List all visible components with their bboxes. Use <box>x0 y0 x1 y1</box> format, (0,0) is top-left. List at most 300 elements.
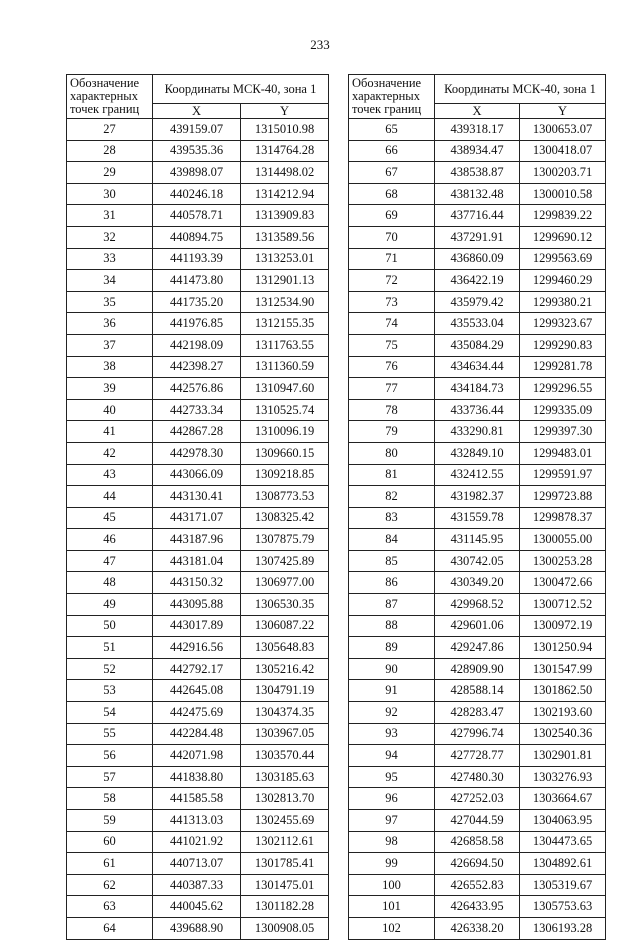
table-row <box>349 658 606 680</box>
table-row <box>67 745 329 767</box>
y-coordinate-cell: 1300418.07 <box>520 140 606 162</box>
point-number-cell: 42 <box>67 442 153 464</box>
x-coordinate-cell: 435084.29 <box>435 334 520 356</box>
y-coordinate-cell: 1300653.07 <box>520 119 606 141</box>
x-coordinate-cell: 429601.06 <box>435 615 520 637</box>
x-coordinate-cell: 435533.04 <box>435 313 520 335</box>
y-coordinate-cell: 1314764.28 <box>241 140 329 162</box>
x-coordinate-cell: 438132.48 <box>435 183 520 205</box>
table-row <box>67 766 329 788</box>
x-coordinate-cell: 426694.50 <box>435 853 520 875</box>
y-coordinate-cell: 1310525.74 <box>241 399 329 421</box>
point-number-cell: 32 <box>67 226 153 248</box>
table-row <box>67 810 329 832</box>
point-number-cell: 54 <box>67 702 153 724</box>
point-number-cell: 53 <box>67 680 153 702</box>
table-row <box>67 162 329 184</box>
y-coordinate-cell: 1307875.79 <box>241 529 329 551</box>
y-coordinate-cell: 1299335.09 <box>520 399 606 421</box>
point-number-cell: 91 <box>349 680 435 702</box>
x-coordinate-cell: 433290.81 <box>435 421 520 443</box>
point-number-cell: 86 <box>349 572 435 594</box>
y-coordinate-cell: 1304473.65 <box>520 831 606 853</box>
y-coordinate-cell: 1299690.12 <box>520 226 606 248</box>
point-number-cell: 70 <box>349 226 435 248</box>
table-row <box>67 140 329 162</box>
y-coordinate-cell: 1299290.83 <box>520 334 606 356</box>
table-row <box>349 313 606 335</box>
table-row <box>349 334 606 356</box>
table-row <box>67 788 329 810</box>
table-row <box>67 270 329 292</box>
table-row <box>67 356 329 378</box>
point-number-cell: 56 <box>67 745 153 767</box>
coordinates-header: Координаты МСК-40, зона 1 <box>153 75 329 104</box>
y-coordinate-cell: 1308325.42 <box>241 507 329 529</box>
point-number-cell: 47 <box>67 550 153 572</box>
point-number-cell: 29 <box>67 162 153 184</box>
point-number-cell: 74 <box>349 313 435 335</box>
point-number-cell: 76 <box>349 356 435 378</box>
table-row <box>349 788 606 810</box>
y-coordinate-cell: 1302193.60 <box>520 702 606 724</box>
table-row <box>349 529 606 551</box>
y-coordinate-cell: 1300472.66 <box>520 572 606 594</box>
table-row <box>349 831 606 853</box>
point-number-cell: 58 <box>67 788 153 810</box>
header-line: точек границ <box>70 102 140 116</box>
point-number-cell: 95 <box>349 766 435 788</box>
table-row <box>349 378 606 400</box>
y-coordinate-cell: 1310096.19 <box>241 421 329 443</box>
table-row <box>349 270 606 292</box>
table-row <box>349 572 606 594</box>
table-row <box>67 658 329 680</box>
y-coordinate-cell: 1300712.52 <box>520 594 606 616</box>
y-coordinate-cell: 1302901.81 <box>520 745 606 767</box>
y-coordinate-cell: 1299296.55 <box>520 378 606 400</box>
y-coordinate-cell: 1310947.60 <box>241 378 329 400</box>
x-coordinate-cell: 442916.56 <box>153 637 241 659</box>
point-number-cell: 72 <box>349 270 435 292</box>
table-row <box>349 702 606 724</box>
table-row <box>67 291 329 313</box>
point-number-cell: 30 <box>67 183 153 205</box>
x-coordinate-cell: 432849.10 <box>435 442 520 464</box>
x-coordinate-cell: 443150.32 <box>153 572 241 594</box>
point-number-cell: 77 <box>349 378 435 400</box>
y-coordinate-cell: 1313253.01 <box>241 248 329 270</box>
y-coordinate-cell: 1299591.97 <box>520 464 606 486</box>
point-number-cell: 44 <box>67 486 153 508</box>
table-row <box>67 464 329 486</box>
table-row <box>349 853 606 875</box>
y-coordinate-cell: 1306977.00 <box>241 572 329 594</box>
y-coordinate-cell: 1314498.02 <box>241 162 329 184</box>
point-number-cell: 64 <box>67 917 153 939</box>
table-header <box>349 75 606 119</box>
table-body <box>349 119 606 940</box>
y-coordinate-cell: 1303664.67 <box>520 788 606 810</box>
table-row <box>349 291 606 313</box>
y-coordinate-cell: 1301182.28 <box>241 896 329 918</box>
x-coordinate-cell: 427996.74 <box>435 723 520 745</box>
x-coordinate-cell: 443171.07 <box>153 507 241 529</box>
y-coordinate-cell: 1299839.22 <box>520 205 606 227</box>
point-number-cell: 35 <box>67 291 153 313</box>
coordinates-table-right <box>348 74 606 940</box>
table-row <box>67 637 329 659</box>
table-row <box>67 486 329 508</box>
point-number-cell: 89 <box>349 637 435 659</box>
point-number-cell: 65 <box>349 119 435 141</box>
header-line: Обозначение <box>352 76 422 90</box>
table-row <box>67 615 329 637</box>
point-number-cell: 67 <box>349 162 435 184</box>
y-coordinate-cell: 1304063.95 <box>520 810 606 832</box>
table-row <box>349 119 606 141</box>
x-coordinate-cell: 434184.73 <box>435 378 520 400</box>
table-row <box>349 183 606 205</box>
x-coordinate-cell: 441473.80 <box>153 270 241 292</box>
point-number-cell: 36 <box>67 313 153 335</box>
table-row <box>349 205 606 227</box>
y-coordinate-cell: 1301785.41 <box>241 853 329 875</box>
table-row <box>67 183 329 205</box>
y-coordinate-cell: 1299323.67 <box>520 313 606 335</box>
x-coordinate-cell: 440246.18 <box>153 183 241 205</box>
x-coordinate-cell: 429968.52 <box>435 594 520 616</box>
y-coordinate-cell: 1314212.94 <box>241 183 329 205</box>
x-column-header: X <box>153 104 241 119</box>
point-number-cell: 39 <box>67 378 153 400</box>
y-coordinate-cell: 1306087.22 <box>241 615 329 637</box>
x-coordinate-cell: 442733.34 <box>153 399 241 421</box>
table-row <box>67 442 329 464</box>
table-row <box>67 529 329 551</box>
y-coordinate-cell: 1305648.83 <box>241 637 329 659</box>
x-coordinate-cell: 442867.28 <box>153 421 241 443</box>
point-number-cell: 99 <box>349 853 435 875</box>
table-body <box>67 119 329 940</box>
y-coordinate-cell: 1301475.01 <box>241 874 329 896</box>
point-number-cell: 97 <box>349 810 435 832</box>
table-row <box>349 550 606 572</box>
y-coordinate-cell: 1309218.85 <box>241 464 329 486</box>
point-number-cell: 75 <box>349 334 435 356</box>
point-number-cell: 79 <box>349 421 435 443</box>
x-coordinate-cell: 431559.78 <box>435 507 520 529</box>
table-row <box>67 594 329 616</box>
point-number-cell: 85 <box>349 550 435 572</box>
table-row <box>349 723 606 745</box>
x-coordinate-cell: 435979.42 <box>435 291 520 313</box>
x-coordinate-cell: 437716.44 <box>435 205 520 227</box>
y-coordinate-cell: 1304791.19 <box>241 680 329 702</box>
y-coordinate-cell: 1299563.69 <box>520 248 606 270</box>
point-number-cell: 31 <box>67 205 153 227</box>
point-number-cell: 78 <box>349 399 435 421</box>
y-coordinate-cell: 1299281.78 <box>520 356 606 378</box>
y-column-header: Y <box>520 104 606 119</box>
y-coordinate-cell: 1299878.37 <box>520 507 606 529</box>
y-coordinate-cell: 1313589.56 <box>241 226 329 248</box>
y-coordinate-cell: 1305319.67 <box>520 874 606 896</box>
y-coordinate-cell: 1299460.29 <box>520 270 606 292</box>
point-number-cell: 62 <box>67 874 153 896</box>
point-number-cell: 51 <box>67 637 153 659</box>
table-row <box>67 572 329 594</box>
coordinates-table-left <box>66 74 329 940</box>
table-row <box>67 248 329 270</box>
table-row <box>349 248 606 270</box>
point-number-cell: 81 <box>349 464 435 486</box>
coordinates-header: Координаты МСК-40, зона 1 <box>435 75 606 104</box>
y-coordinate-cell: 1307425.89 <box>241 550 329 572</box>
y-coordinate-cell: 1312155.35 <box>241 313 329 335</box>
point-number-cell: 94 <box>349 745 435 767</box>
table-row <box>67 378 329 400</box>
y-coordinate-cell: 1300010.58 <box>520 183 606 205</box>
point-number-cell: 102 <box>349 917 435 939</box>
y-coordinate-cell: 1312534.90 <box>241 291 329 313</box>
point-number-cell: 68 <box>349 183 435 205</box>
point-number-cell: 66 <box>349 140 435 162</box>
x-coordinate-cell: 440045.62 <box>153 896 241 918</box>
x-coordinate-cell: 430349.20 <box>435 572 520 594</box>
x-column-header: X <box>435 104 520 119</box>
y-coordinate-cell: 1300972.19 <box>520 615 606 637</box>
x-coordinate-cell: 442576.86 <box>153 378 241 400</box>
x-coordinate-cell: 431982.37 <box>435 486 520 508</box>
table-row <box>349 594 606 616</box>
x-coordinate-cell: 442645.08 <box>153 680 241 702</box>
x-coordinate-cell: 439688.90 <box>153 917 241 939</box>
table-row <box>67 399 329 421</box>
table-row <box>67 680 329 702</box>
x-coordinate-cell: 427480.30 <box>435 766 520 788</box>
y-coordinate-cell: 1309660.15 <box>241 442 329 464</box>
x-coordinate-cell: 441021.92 <box>153 831 241 853</box>
x-coordinate-cell: 429247.86 <box>435 637 520 659</box>
x-coordinate-cell: 427252.03 <box>435 788 520 810</box>
y-coordinate-cell: 1304892.61 <box>520 853 606 875</box>
point-number-cell: 87 <box>349 594 435 616</box>
point-number-cell: 48 <box>67 572 153 594</box>
x-coordinate-cell: 442198.09 <box>153 334 241 356</box>
x-coordinate-cell: 439159.07 <box>153 119 241 141</box>
x-coordinate-cell: 442792.17 <box>153 658 241 680</box>
x-coordinate-cell: 441735.20 <box>153 291 241 313</box>
y-coordinate-cell: 1302112.61 <box>241 831 329 853</box>
x-coordinate-cell: 440894.75 <box>153 226 241 248</box>
x-coordinate-cell: 427044.59 <box>435 810 520 832</box>
point-number-cell: 88 <box>349 615 435 637</box>
header-line: точек границ <box>352 102 422 116</box>
x-coordinate-cell: 428588.14 <box>435 680 520 702</box>
point-number-cell: 28 <box>67 140 153 162</box>
x-coordinate-cell: 443130.41 <box>153 486 241 508</box>
x-coordinate-cell: 439898.07 <box>153 162 241 184</box>
x-coordinate-cell: 438538.87 <box>435 162 520 184</box>
table-row <box>349 486 606 508</box>
table-row <box>349 140 606 162</box>
point-number-cell: 84 <box>349 529 435 551</box>
y-coordinate-cell: 1301862.50 <box>520 680 606 702</box>
point-number-cell: 82 <box>349 486 435 508</box>
table-row <box>67 550 329 572</box>
x-coordinate-cell: 437291.91 <box>435 226 520 248</box>
y-coordinate-cell: 1306530.35 <box>241 594 329 616</box>
x-coordinate-cell: 442475.69 <box>153 702 241 724</box>
y-coordinate-cell: 1302813.70 <box>241 788 329 810</box>
y-coordinate-cell: 1305753.63 <box>520 896 606 918</box>
point-number-cell: 63 <box>67 896 153 918</box>
table-row <box>349 507 606 529</box>
x-coordinate-cell: 442071.98 <box>153 745 241 767</box>
x-coordinate-cell: 426338.20 <box>435 917 520 939</box>
y-coordinate-cell: 1306193.28 <box>520 917 606 939</box>
table-row <box>67 226 329 248</box>
table-row <box>349 162 606 184</box>
table-row <box>349 442 606 464</box>
table-row <box>349 680 606 702</box>
point-number-cell: 41 <box>67 421 153 443</box>
y-coordinate-cell: 1315010.98 <box>241 119 329 141</box>
y-coordinate-cell: 1303276.93 <box>520 766 606 788</box>
point-number-cell: 52 <box>67 658 153 680</box>
x-coordinate-cell: 440578.71 <box>153 205 241 227</box>
table-row <box>349 874 606 896</box>
table-row <box>67 313 329 335</box>
table-row <box>349 226 606 248</box>
y-coordinate-cell: 1300203.71 <box>520 162 606 184</box>
point-number-cell: 38 <box>67 356 153 378</box>
point-number-cell: 45 <box>67 507 153 529</box>
x-coordinate-cell: 441838.80 <box>153 766 241 788</box>
x-coordinate-cell: 438934.47 <box>435 140 520 162</box>
point-number-cell: 46 <box>67 529 153 551</box>
point-designation-header <box>67 75 153 119</box>
table-row <box>349 464 606 486</box>
point-number-cell: 50 <box>67 615 153 637</box>
point-number-cell: 93 <box>349 723 435 745</box>
x-coordinate-cell: 436860.09 <box>435 248 520 270</box>
point-number-cell: 49 <box>67 594 153 616</box>
x-coordinate-cell: 434634.44 <box>435 356 520 378</box>
table-row <box>67 702 329 724</box>
x-coordinate-cell: 442284.48 <box>153 723 241 745</box>
header-line: характерных <box>70 89 138 103</box>
table-row <box>67 874 329 896</box>
y-coordinate-cell: 1303570.44 <box>241 745 329 767</box>
table-row <box>349 766 606 788</box>
y-coordinate-cell: 1299723.88 <box>520 486 606 508</box>
x-coordinate-cell: 441976.85 <box>153 313 241 335</box>
point-number-cell: 83 <box>349 507 435 529</box>
table-row <box>67 896 329 918</box>
x-coordinate-cell: 440387.33 <box>153 874 241 896</box>
x-coordinate-cell: 443181.04 <box>153 550 241 572</box>
table-row <box>67 205 329 227</box>
y-coordinate-cell: 1311763.55 <box>241 334 329 356</box>
x-coordinate-cell: 439318.17 <box>435 119 520 141</box>
table-header <box>67 75 329 119</box>
table-row <box>349 896 606 918</box>
page-number: 233 <box>310 37 330 52</box>
x-coordinate-cell: 441313.03 <box>153 810 241 832</box>
point-number-cell: 43 <box>67 464 153 486</box>
x-coordinate-cell: 428909.90 <box>435 658 520 680</box>
point-number-cell: 34 <box>67 270 153 292</box>
table-row <box>349 810 606 832</box>
header-line: Обозначение <box>70 76 140 90</box>
x-coordinate-cell: 443095.88 <box>153 594 241 616</box>
y-coordinate-cell: 1302455.69 <box>241 810 329 832</box>
table-row <box>349 637 606 659</box>
x-coordinate-cell: 443187.96 <box>153 529 241 551</box>
point-number-cell: 33 <box>67 248 153 270</box>
x-coordinate-cell: 426552.83 <box>435 874 520 896</box>
x-coordinate-cell: 426858.58 <box>435 831 520 853</box>
point-number-cell: 101 <box>349 896 435 918</box>
x-coordinate-cell: 433736.44 <box>435 399 520 421</box>
x-coordinate-cell: 439535.36 <box>153 140 241 162</box>
point-number-cell: 37 <box>67 334 153 356</box>
x-coordinate-cell: 441585.58 <box>153 788 241 810</box>
y-coordinate-cell: 1299483.01 <box>520 442 606 464</box>
y-coordinate-cell: 1313909.83 <box>241 205 329 227</box>
table-row <box>67 831 329 853</box>
header-line: характерных <box>352 89 420 103</box>
x-coordinate-cell: 427728.77 <box>435 745 520 767</box>
x-coordinate-cell: 436422.19 <box>435 270 520 292</box>
point-number-cell: 40 <box>67 399 153 421</box>
table-row <box>349 356 606 378</box>
table-row <box>349 745 606 767</box>
point-number-cell: 69 <box>349 205 435 227</box>
point-number-cell: 59 <box>67 810 153 832</box>
table-row <box>349 421 606 443</box>
point-number-cell: 57 <box>67 766 153 788</box>
x-coordinate-cell: 431145.95 <box>435 529 520 551</box>
point-number-cell: 80 <box>349 442 435 464</box>
x-coordinate-cell: 443017.89 <box>153 615 241 637</box>
y-column-header: Y <box>241 104 329 119</box>
y-coordinate-cell: 1300908.05 <box>241 917 329 939</box>
point-number-cell: 61 <box>67 853 153 875</box>
y-coordinate-cell: 1312901.13 <box>241 270 329 292</box>
y-coordinate-cell: 1305216.42 <box>241 658 329 680</box>
y-coordinate-cell: 1303967.05 <box>241 723 329 745</box>
point-number-cell: 98 <box>349 831 435 853</box>
table-row <box>67 334 329 356</box>
table-row <box>67 507 329 529</box>
y-coordinate-cell: 1299397.30 <box>520 421 606 443</box>
table-row <box>67 853 329 875</box>
point-number-cell: 27 <box>67 119 153 141</box>
point-number-cell: 100 <box>349 874 435 896</box>
y-coordinate-cell: 1301547.99 <box>520 658 606 680</box>
point-number-cell: 96 <box>349 788 435 810</box>
table-row <box>349 399 606 421</box>
table-row <box>67 421 329 443</box>
point-designation-header <box>349 75 435 119</box>
x-coordinate-cell: 428283.47 <box>435 702 520 724</box>
point-number-cell: 73 <box>349 291 435 313</box>
y-coordinate-cell: 1300253.28 <box>520 550 606 572</box>
point-number-cell: 60 <box>67 831 153 853</box>
